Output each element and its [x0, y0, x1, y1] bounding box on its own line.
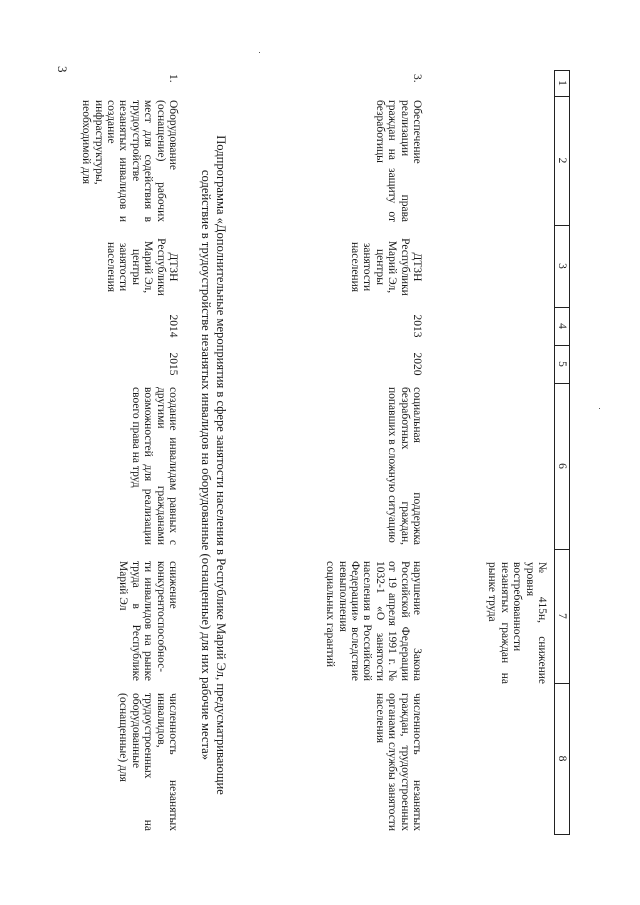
header-col-4: 4	[556, 323, 568, 329]
table-top-border	[569, 70, 570, 835]
scan-speck	[259, 52, 260, 53]
header-bottom-border	[554, 70, 555, 835]
sub-row1-measure: Оборудование (оснащение) рабочих мест для содействия в трудоустройстве незанятых инвалидов и создание инфраструктуры, необходимой для	[80, 100, 179, 222]
row3-number: 3.	[411, 74, 423, 83]
header-col-6: 6	[556, 463, 568, 469]
sub-row1-indicators: численность незанятых инвалидов, трудоустроенных на оборудованные (оснащенные) для	[117, 693, 179, 831]
header-col-7: 7	[556, 613, 568, 619]
header-col-2: 2	[556, 157, 568, 164]
sub-row1-number: 1.	[167, 74, 179, 83]
sub-row1-consequences: снижение конкурентоспособнос-ти инвалидов на рынке труда в Республике Марий Эл	[117, 561, 179, 681]
continuation-cell-col7: № 415н, снижение уровня востребованности незанятых граждан на рынке труда	[486, 562, 548, 684]
sub-row1-executor: ДТЗН Республики Марий Эл, центры занятости населения	[104, 238, 179, 296]
column-divider	[554, 834, 570, 835]
header-col-8: 8	[556, 755, 568, 762]
row3-indicators: численность незанятых граждан, трудоустроенных органами службы занятости населения	[373, 693, 423, 831]
scan-speck	[599, 408, 600, 409]
subprogram-title: Подпрограмма «Дополнительные мероприятия в сфере занятости населения в Республике Марий Эл, предусматривающие содействие в трудоустройстве незанятых инвалидов на оборудованные (оснащенные) для них рабочие места»	[199, 135, 228, 795]
header-col-5: 5	[556, 361, 568, 367]
row3-start-year: 2013	[411, 314, 423, 338]
page-number: 3	[55, 66, 70, 73]
row3-end-year: 2020	[411, 352, 423, 376]
sub-row1-result: создание инвалидам равных с другими гражданами возможностей для реализации своего права на труд	[129, 387, 179, 545]
row3-consequences: нарушение Закона Российской Федерации от 19 апреля 1991 г. № 1032-1 «О занятости населения в Российской Федерации» вследствие невыполнения социальных гарантий	[324, 561, 423, 681]
row3-result: социальная поддержка безработных граждан, попавших в сложную ситуацию	[386, 387, 423, 545]
sub-row1-start-year: 2014	[167, 314, 179, 338]
row3-measure: Обеспечение реализации права граждан на защиту от безработицы	[373, 100, 423, 222]
header-col-3: 3	[556, 263, 568, 269]
header-col-1: 1	[556, 80, 568, 86]
sub-row1-end-year: 2015	[167, 352, 179, 376]
row3-executor: ДТЗН Республики Марий Эл, центры занятости населения	[348, 238, 423, 296]
